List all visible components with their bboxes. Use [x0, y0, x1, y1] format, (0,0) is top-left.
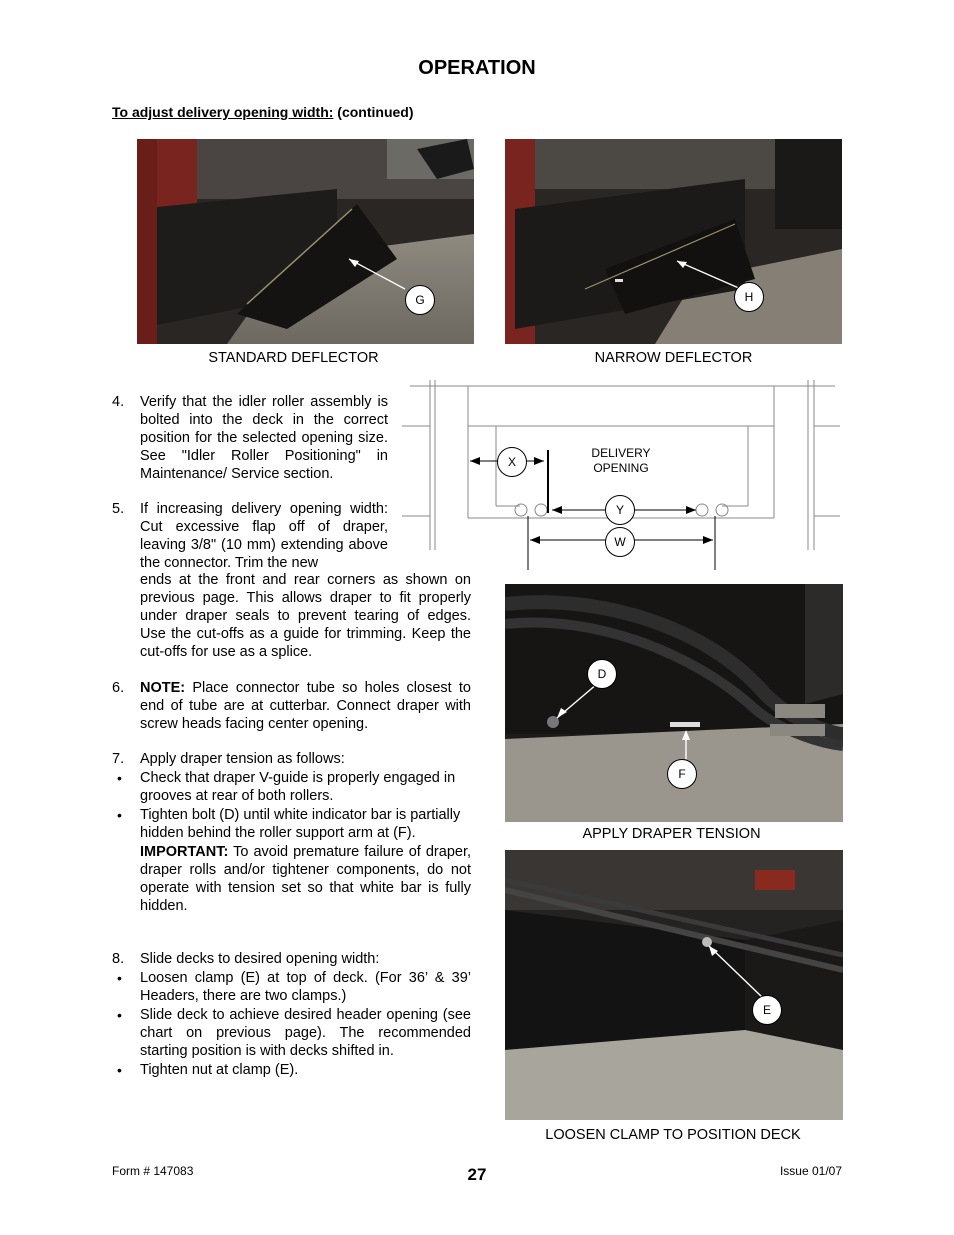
step-6-text	[140, 679, 471, 733]
callout-e: E	[752, 995, 782, 1025]
step-7-bullet-2: Tighten bolt (D) until white indicator bar is partially hidden behind the roller support arm at (F).	[140, 807, 461, 841]
step-4-text: Verify that the idler roller assembly is bolted into the deck in the correct position for the selected opening size. See "Idler Roller Positioning" in Maintenance/ Service section.	[140, 394, 388, 482]
callout-w: W	[605, 527, 635, 557]
step-8-bullet-2: Slide deck to achieve desired header opening (see chart on previous page). The recommended starting position is with decks shifted in.	[140, 1007, 471, 1059]
narrow-deflector-caption: NARROW DEFLECTOR	[594, 350, 753, 366]
step-7-bullet-2-marker: •	[117, 807, 122, 823]
step-5-text-narrow: If increasing delivery opening width: Cut excessive flap off of draper, leaving 3/8" (10 mm) extending above the connector. Trim the new	[140, 501, 388, 571]
step-8-intro: Slide decks to desired opening width:	[140, 951, 380, 967]
section-heading-suffix: (continued)	[333, 104, 414, 120]
step-8-bullet-1: Loosen clamp (E) at top of deck. (For 36’ & 39’ Headers, there are two clamps.)	[140, 970, 471, 1004]
step-5-text-wide: ends at the front and rear corners as shown on previous page. This allows draper to fit properly under draper seals to prevent tearing of edges. Use the cut-offs as a guide for trimming. Keep the cut-offs for use as a splice.	[140, 572, 471, 660]
loosen-clamp-caption: LOOSEN CLAMP TO POSITION DECK	[545, 1127, 801, 1143]
callout-x: X	[497, 447, 527, 477]
section-heading	[112, 104, 414, 120]
page-number: 27	[467, 1165, 487, 1184]
step-7-important-text: To avoid premature failure of draper, draper rolls and/or tightener components, do not operate with tension set so that white bar is fully hidden.	[140, 844, 471, 914]
step-7-important-label: IMPORTANT:	[140, 844, 229, 860]
step-8-number: 8.	[112, 951, 125, 967]
section-heading-underlined: To adjust delivery opening width:	[112, 104, 334, 120]
standard-deflector-caption: STANDARD DEFLECTOR	[208, 350, 379, 366]
step-6-note-text: Place connector tube so holes closest to end of tube are at cutterbar. Connect draper with screw heads facing center opening.	[140, 680, 471, 732]
form-number: Form # 147083	[112, 1164, 194, 1178]
narrow-deflector-photo	[505, 139, 842, 344]
delivery-label-line1: DELIVERY	[591, 446, 651, 460]
callout-g: G	[405, 285, 435, 315]
callout-f: F	[667, 759, 697, 789]
page-title: OPERATION	[418, 57, 536, 79]
callout-d: D	[587, 659, 617, 689]
step-7-bullet-1: Check that draper V-guide is properly engaged in grooves at rear of both rollers.	[140, 770, 456, 804]
loosen-clamp-photo	[505, 850, 843, 1120]
callout-h: H	[734, 282, 764, 312]
step-7-number: 7.	[112, 751, 125, 767]
step-6-note-label: NOTE:	[140, 680, 186, 696]
step-7-important	[140, 843, 471, 915]
step-8-bullet-2-marker: •	[117, 1007, 122, 1023]
step-7-intro: Apply draper tension as follows:	[140, 751, 345, 767]
delivery-label-line2: OPENING	[593, 461, 649, 475]
step-8-bullet-1-marker: •	[117, 970, 122, 986]
step-8-bullet-3: Tighten nut at clamp (E).	[140, 1062, 299, 1078]
step-8-bullet-3-marker: •	[117, 1062, 122, 1078]
issue-date: Issue 01/07	[779, 1164, 842, 1178]
callout-y: Y	[605, 495, 635, 525]
apply-draper-tension-caption: APPLY DRAPER TENSION	[582, 826, 761, 842]
step-4-number: 4.	[112, 394, 125, 410]
step-7-bullet-1-marker: •	[117, 770, 122, 786]
step-6-number: 6.	[112, 680, 125, 696]
step-5-number: 5.	[112, 501, 125, 517]
